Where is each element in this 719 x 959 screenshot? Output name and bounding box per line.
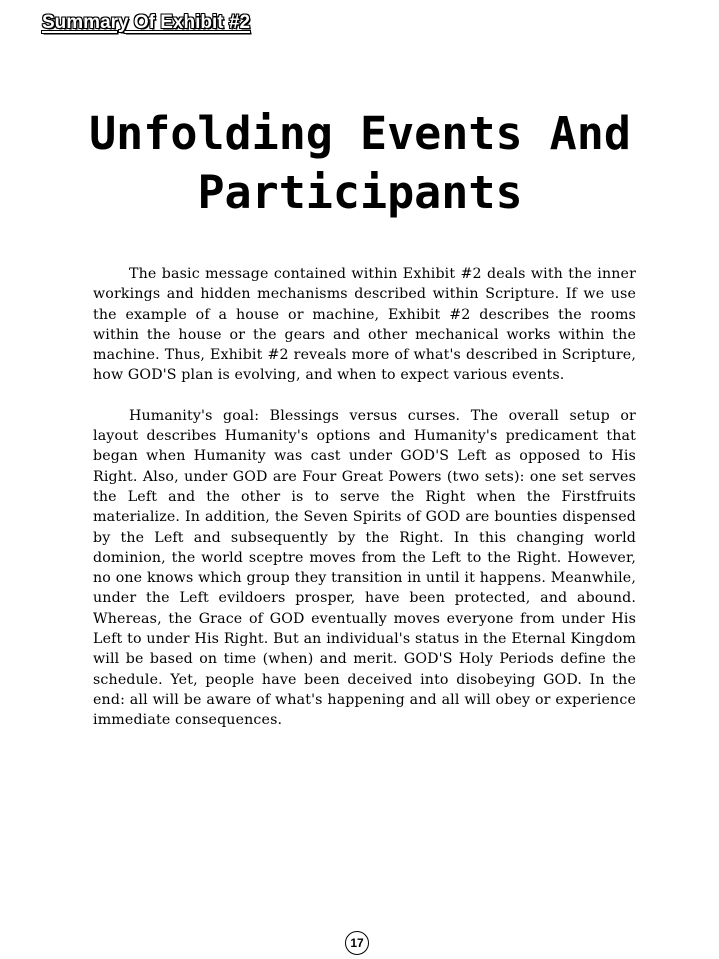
title-line-1: Unfolding Events And <box>89 107 631 160</box>
title-line-2: Participants <box>197 166 523 219</box>
paragraph-1: The basic message contained within Exhibit #2 deals with the inner workings and hidden mechanisms described within Scripture. If we use the example of a house or machine, Exhibit #2 describes the rooms within the house or the gears and other mechanical works within the machine. Thus, Exhibit #2 reveals more of what's described in Scripture, how GOD'S plan is evolving, and when to expect various events. <box>93 266 636 384</box>
page-number-badge <box>345 931 369 955</box>
paragraph-2: Humanity's goal: Blessings versus curses. The overall setup or layout describes Humanity's options and Humanity's predicament that began when Humanity was cast under GOD'S Left as opposed to His Right. Also, under GOD are Four Great Powers (two sets): one set serves the Left and the other is to serve the Right when the Firstfruits materialize. In addition, the Seven Spirits of GOD are bounties dispensed by the Left and subsequently by the Right. In this changing world dominion, the world sceptre moves from the Left to the Right. However, no one knows which group they transition in until it happens. Meanwhile, under the Left evildoers prosper, have been protected, and abound. Whereas, the Grace of GOD eventually moves everyone from under His Left to under His Right. But an individual's status in the Eternal Kingdom will be based on time (when) and merit. GOD'S Holy Periods define the schedule. Yet, people have been deceived into disobeying GOD. In the end: all will be aware of what's happening and all will obey or experience immediate consequences. <box>93 407 636 729</box>
page-title <box>40 104 680 222</box>
section-header: Summary Of Exhibit #2 <box>42 12 251 33</box>
page-number: 17 <box>350 936 364 950</box>
body-text <box>93 264 636 751</box>
